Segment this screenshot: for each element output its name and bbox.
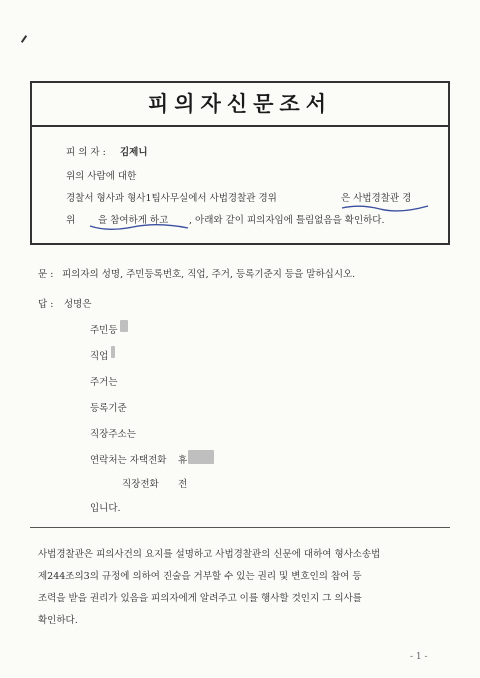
intro-line-3-c: , 아래와 같이 피의자임에 틀림없음을 확인하다. [189, 215, 385, 226]
answer-label: 답 : [38, 299, 54, 310]
page-number: - 1 - [410, 652, 428, 662]
notice-line-2: 제244조의3의 규정에 의하여 진술을 거부할 수 있는 권리 및 변호인의 참여 등 [38, 571, 362, 582]
suspect-name: 김제니 [120, 147, 148, 158]
redacted-job [111, 346, 115, 358]
intro-line-2-a: 경찰서 형사과 형사1팀사무실에서 사법경찰관 경위 [66, 193, 277, 204]
work-phone-value: 전 [178, 479, 188, 490]
corner-scan-mark [21, 35, 27, 43]
question-text: 피의자의 성명, 주민등록번호, 직업, 주거, 등록기준지 등을 말하십시오. [62, 269, 356, 280]
intro-line-2-b: 은 사법경찰관 경 [341, 193, 412, 204]
work-phone-label: 직장전화 [122, 479, 159, 490]
document-title: 피의자신문조서 [147, 91, 332, 116]
answer-work-address-label: 직장주소는 [90, 429, 136, 440]
home-phone-value: 휴 [178, 455, 188, 466]
notice-line-4: 확인하다. [38, 615, 78, 626]
handwritten-underline-2 [88, 221, 192, 235]
question-label: 문 : [38, 269, 54, 280]
suspect-label: 피 의 자 : [66, 147, 106, 158]
answer-rrn-label: 주민등 [90, 325, 118, 336]
handwritten-underline-1 [340, 200, 432, 214]
intro-line-3-a: 위 [66, 215, 76, 226]
answer-registration-label: 등록기준 [90, 403, 127, 414]
intro-line-1: 위의 사람에 대한 [66, 171, 137, 182]
intro-line-3-b: 을 참여하게 하고 [98, 215, 169, 226]
section-divider [30, 527, 450, 528]
redacted-home-phone [188, 450, 214, 464]
notice-line-1: 사법경찰관은 피의사건의 요지를 설명하고 사법경찰관의 신문에 대하여 형사소송법 [38, 549, 381, 560]
answer-address-label: 주거는 [90, 377, 118, 388]
answer-contact-label: 연락처는 자택전화 [90, 455, 167, 466]
answer-ending: 입니다. [90, 503, 121, 514]
notice-line-3: 조력을 받을 권리가 있음을 피의자에게 알려주고 이를 행사할 것인지 그 의사를 [38, 593, 362, 604]
redacted-rrn [120, 320, 128, 332]
answer-name-label: 성명은 [64, 299, 92, 310]
answer-job-label: 직업 [90, 351, 109, 362]
